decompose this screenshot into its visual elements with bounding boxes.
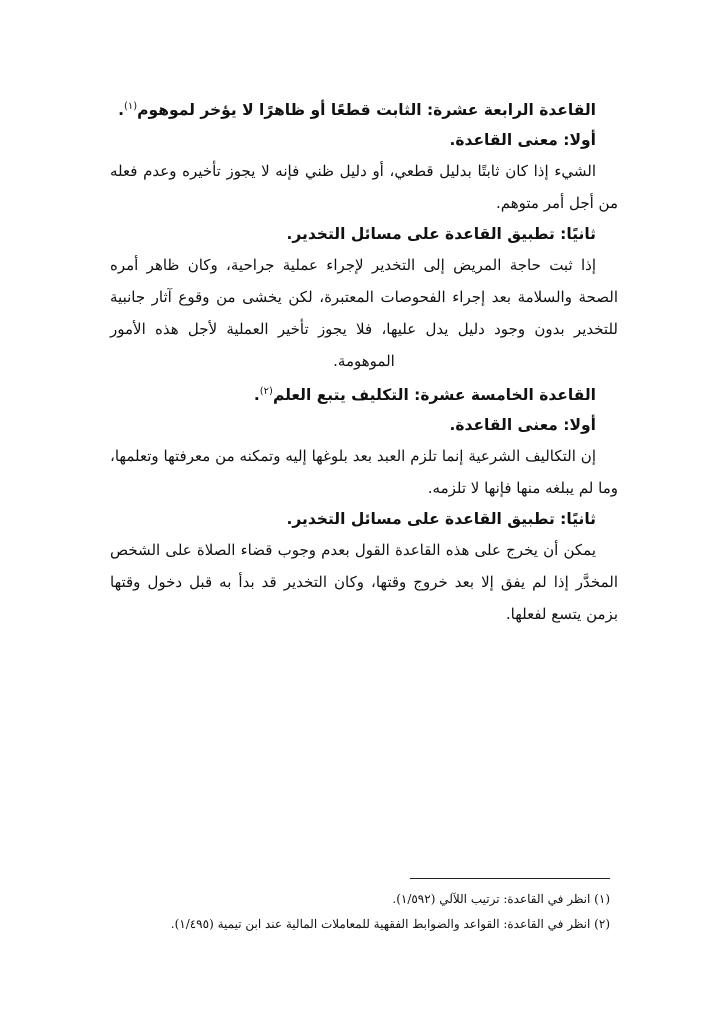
rule-fourteen-application-heading: ثانيًا: تطبيق القاعدة على مسائل التخدير. — [286, 225, 596, 244]
heading-period: . — [118, 101, 124, 120]
rule-fifteen-section — [110, 377, 618, 630]
footnote-marker-2[interactable]: (٢) — [259, 386, 273, 398]
footnote-2: (٢) انظر في القاعدة: القواعد والضوابط الفقهية للمعاملات المالية عند ابن تيمية (١/٤٩٥). — [170, 917, 610, 931]
rule-fourteen-title: القاعدة الرابعة عشرة: الثابت قطعًا أو ظاهرًا لا يؤخر لموهوم — [137, 101, 596, 120]
rule-fifteen-application-heading: ثانيًا: تطبيق القاعدة على مسائل التخدير. — [286, 510, 596, 529]
rule-fifteen-heading — [110, 377, 618, 410]
rule-fourteen-application-text: إذا ثبت حاجة المريض إلى التخدير لإجراء عملية جراحية، وكان ظاهر أمره الصحة والسلامة بعد إجراء الفحوصات المعتبرة، لكن يخشى من وقوع آثار جانبية للتخدير بدون وجود دليل يدل عليها، فلا يجوز تأخير العملية لأجل هذه الأمور الموهومة. — [110, 256, 618, 371]
rule-fourteen-meaning-text: الشيء إذا كان ثابتًا بدليل قطعي، أو دليل ظني فإنه لا يجوز تأخيره وعدم فعله من أجل أمر متوهم. — [110, 162, 618, 213]
rule-fifteen-meaning-heading: أولا: معنى القاعدة. — [449, 416, 596, 435]
rule-fourteen-meaning-heading: أولا: معنى القاعدة. — [449, 131, 596, 150]
heading-period: . — [253, 386, 260, 405]
rule-fifteen-meaning-text: إن التكاليف الشرعية إنما تلزم العبد بعد بلوغها إليه وتمكنه من معرفتها وتعلمها، وما لم يبلغه منها فإنها لا تلزمه. — [110, 447, 618, 498]
rule-fifteen-application-text: يمكن أن يخرج على هذه القاعدة القول بعدم وجوب قضاء الصلاة على الشخص المخدَّر إذا لم يفق إلا بعد خروج وقتها، وكان التخدير قد بدأ به قبل دخول وقتها بزمن يتسع لفعلها. — [110, 541, 618, 624]
rule-fourteen-heading — [110, 92, 618, 125]
footnote-marker-1[interactable]: (١) — [123, 101, 138, 112]
footnote-1: (١) انظر في القاعدة: ترتيب اللآلي (١/٥٩٢). — [392, 892, 610, 906]
rule-fourteen-section — [110, 92, 618, 377]
rule-fifteen-title: القاعدة الخامسة عشرة: التكليف يتبع العلم — [272, 386, 596, 405]
footnotes-area — [140, 878, 610, 937]
footnote-divider — [410, 878, 610, 879]
